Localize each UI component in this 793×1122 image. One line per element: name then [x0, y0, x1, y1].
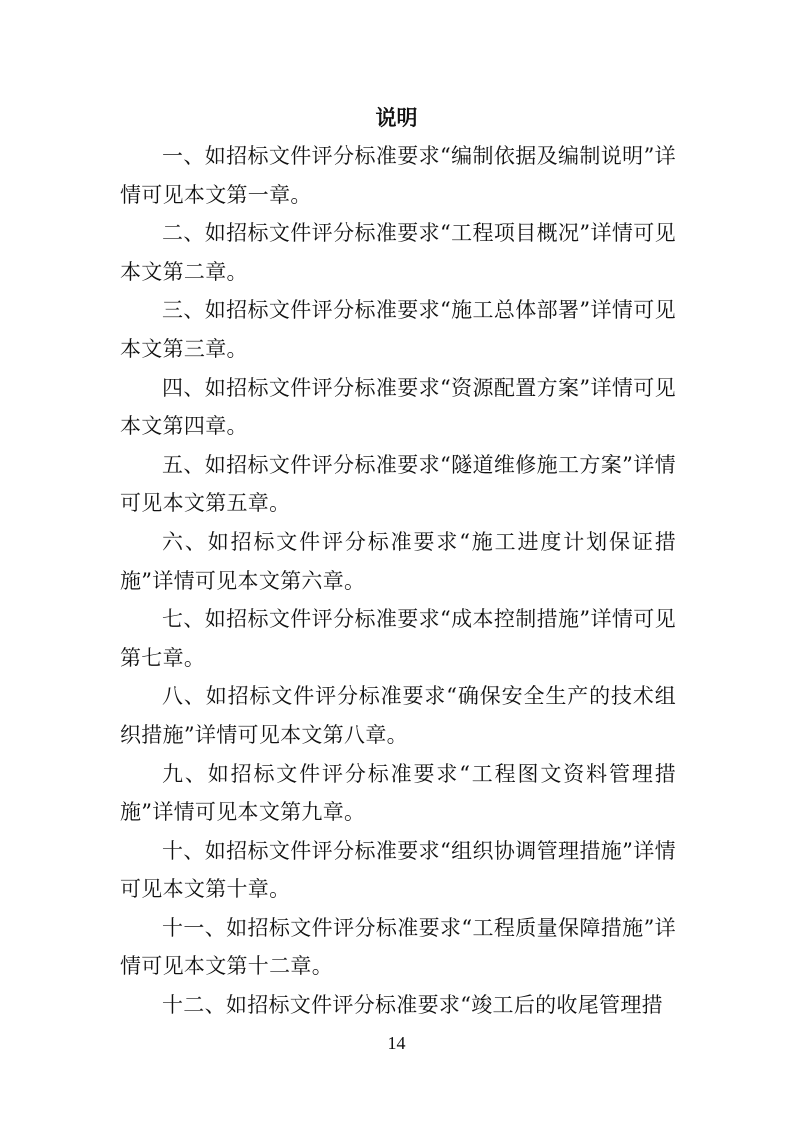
page-number: 14 — [387, 1033, 406, 1053]
document-body — [120, 137, 676, 1025]
paragraph-7: 七、如招标文件评分标准要求“成本控制措施”详情可见第七章。 — [120, 607, 676, 670]
paragraph-6: 六、如招标文件评分标准要求“施工进度计划保证措施”详情可见本文第六章。 — [120, 529, 676, 593]
page-title: 说明 — [375, 105, 418, 130]
paragraph-9: 九、如招标文件评分标准要求“工程图文资料管理措施”详情可见本文第九章。 — [120, 761, 676, 825]
paragraph-8: 八、如招标文件评分标准要求“确保安全生产的技术组织措施”详情可见本文第八章。 — [120, 684, 676, 747]
paragraph-3: 三、如招标文件评分标准要求“施工总体部署”详情可见本文第三章。 — [120, 298, 676, 361]
paragraph-10: 十、如招标文件评分标准要求“组织协调管理措施”详情可见本文第十章。 — [120, 838, 676, 902]
paragraph-2: 二、如招标文件评分标准要求“工程项目概况”详情可见本文第二章。 — [120, 221, 676, 284]
paragraph-11: 十一、如招标文件评分标准要求“工程质量保障措施”详情可见本文第十二章。 — [120, 915, 676, 979]
paragraph-12: 十二、如招标文件评分标准要求“竣工后的收尾管理措 — [162, 993, 663, 1018]
paragraph-4: 四、如招标文件评分标准要求“资源配置方案”详情可见本文第四章。 — [120, 375, 676, 439]
paragraph-1: 一、如招标文件评分标准要求“编制依据及编制说明”详情可见本文第一章。 — [120, 144, 676, 207]
paragraph-5: 五、如招标文件评分标准要求“隧道维修施工方案”详情可见本文第五章。 — [120, 452, 676, 516]
